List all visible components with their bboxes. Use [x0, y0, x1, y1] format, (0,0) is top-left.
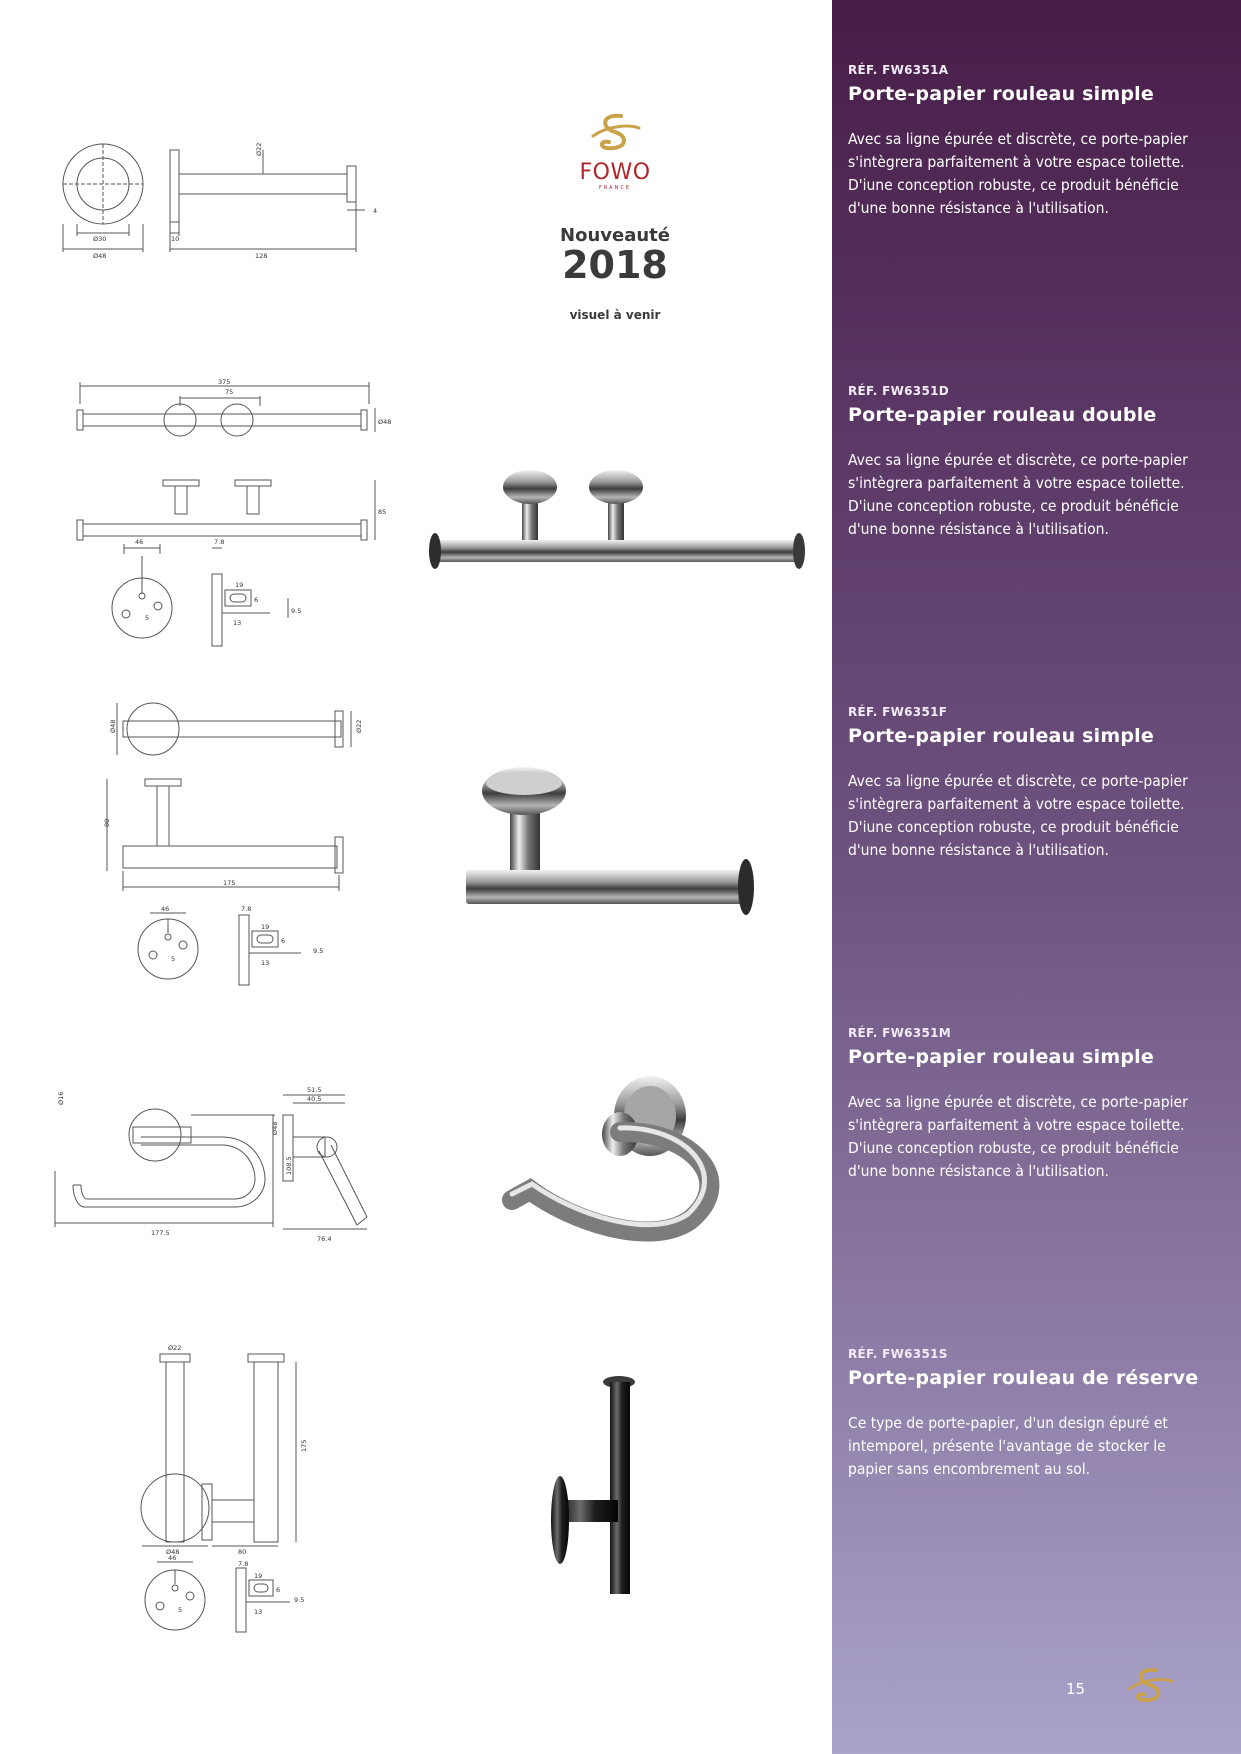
- desc-line: D'iune conception robuste, ce produit bénéficie: [848, 1139, 1179, 1157]
- product-ref: RÉF. FW6351F: [848, 705, 948, 719]
- technical-drawing-fw6351a: [55, 140, 415, 265]
- desc-line: intemporel, présente l'avantage de stocker le: [848, 1437, 1166, 1455]
- desc-line: Avec sa ligne épurée et discrète, ce porte-papier: [848, 130, 1188, 148]
- product-description: [848, 770, 1228, 862]
- dim-label: 175: [300, 1439, 308, 1452]
- dim-label: Ø30: [93, 235, 107, 243]
- desc-line: d'une bonne résistance à l'utilisation.: [848, 520, 1109, 538]
- product-title: Porte-papier rouleau simple: [848, 725, 1154, 747]
- desc-line: s'intègrera parfaitement à votre espace toilette.: [848, 153, 1185, 171]
- product-info-fw6351a: [848, 63, 1228, 220]
- dim-label: 80: [238, 1548, 247, 1556]
- technical-drawing-fw6351s: [130, 1340, 330, 1635]
- product-photo-fw6351s: [550, 1374, 680, 1604]
- technical-drawing-fw6351m: [55, 1085, 415, 1260]
- dim-label: 5: [178, 1606, 183, 1614]
- desc-line: D'iune conception robuste, ce produit bénéficie: [848, 818, 1179, 836]
- technical-drawing-fw6351f: [105, 697, 375, 987]
- product-ref: RÉF. FW6351A: [848, 63, 949, 77]
- dim-label: 7.8: [214, 538, 225, 546]
- dim-label: 19: [261, 923, 270, 931]
- product-description: [848, 1091, 1228, 1183]
- dim-label: 177.5: [151, 1229, 170, 1237]
- dim-label: 46: [135, 538, 144, 546]
- product-info-fw6351m: [848, 1026, 1228, 1183]
- technical-drawing-fw6351d: [75, 378, 395, 673]
- dim-label: 9.5: [294, 1596, 305, 1604]
- brand-logo-icon: [585, 112, 645, 154]
- dim-label: 175: [223, 879, 236, 887]
- dim-label: 85: [378, 508, 387, 516]
- desc-line: d'une bonne résistance à l'utilisation.: [848, 841, 1109, 859]
- desc-line: Avec sa ligne épurée et discrète, ce porte-papier: [848, 772, 1188, 790]
- desc-line: s'intègrera parfaitement à votre espace toilette.: [848, 795, 1185, 813]
- product-description: [848, 449, 1228, 541]
- dim-label: 51.5: [307, 1086, 322, 1094]
- dim-label: 9.5: [291, 607, 302, 615]
- desc-line: D'iune conception robuste, ce produit bénéficie: [848, 176, 1179, 194]
- dim-label: 13: [233, 619, 242, 627]
- dim-label: Ø48: [93, 252, 107, 260]
- dim-label: 46: [168, 1554, 177, 1562]
- dim-label: 13: [261, 959, 270, 967]
- dim-label: Ø22: [255, 142, 263, 156]
- desc-line: Avec sa ligne épurée et discrète, ce porte-papier: [848, 1093, 1188, 1111]
- dim-label: 10: [171, 235, 180, 243]
- product-title: Porte-papier rouleau double: [848, 404, 1157, 426]
- dim-label: 375: [218, 378, 231, 386]
- dim-label: 9.5: [313, 947, 324, 955]
- dim-label: 108.5: [285, 1156, 293, 1175]
- desc-line: d'une bonne résistance à l'utilisation.: [848, 1162, 1109, 1180]
- dim-label: Ø22: [168, 1344, 182, 1352]
- product-sidebar: [832, 0, 1241, 1754]
- brand-subline: FRANCE: [599, 185, 631, 191]
- badge-word: Nouveauté: [560, 225, 670, 246]
- dim-label: 7.8: [238, 1560, 249, 1568]
- dim-label: Ø16: [57, 1091, 65, 1105]
- desc-line: D'iune conception robuste, ce produit bénéficie: [848, 497, 1179, 515]
- dim-label: 75: [225, 388, 234, 396]
- product-photo-fw6351f: [462, 765, 762, 915]
- dim-label: 6: [276, 1586, 281, 1594]
- dim-label: Ø48: [378, 418, 392, 426]
- desc-line: Avec sa ligne épurée et discrète, ce porte-papier: [848, 451, 1188, 469]
- dim-label: 6: [254, 596, 259, 604]
- dim-label: 13: [254, 1608, 263, 1616]
- brand-logo-icon: [1122, 1664, 1178, 1708]
- brand-name: FOWO: [579, 160, 651, 185]
- dim-label: Ø22: [355, 719, 363, 733]
- product-ref: RÉF. FW6351D: [848, 384, 950, 398]
- product-ref: RÉF. FW6351S: [848, 1347, 948, 1361]
- dim-label: 19: [254, 1572, 263, 1580]
- dim-label: Ø48: [109, 719, 117, 733]
- dim-label: 5: [171, 955, 176, 963]
- product-title: Porte-papier rouleau simple: [848, 83, 1154, 105]
- dim-label: 6: [281, 937, 286, 945]
- badge-year: 2018: [562, 243, 668, 287]
- desc-line: Ce type de porte-papier, d'un design épuré et: [848, 1414, 1168, 1432]
- desc-line: s'intègrera parfaitement à votre espace toilette.: [848, 474, 1185, 492]
- dim-label: 7.8: [241, 905, 252, 913]
- dim-label: 40.5: [307, 1095, 322, 1103]
- product-description: [848, 128, 1228, 220]
- badge-note: visuel à venir: [569, 308, 661, 322]
- dim-label: 128: [255, 252, 268, 260]
- product-photo-fw6351d: [425, 462, 815, 582]
- desc-line: d'une bonne résistance à l'utilisation.: [848, 199, 1109, 217]
- desc-line: papier sans encombrement au sol.: [848, 1460, 1091, 1478]
- dim-label: 19: [235, 581, 244, 589]
- dim-label: 4: [373, 207, 378, 215]
- product-ref: RÉF. FW6351M: [848, 1026, 951, 1040]
- product-title: Porte-papier rouleau simple: [848, 1046, 1154, 1068]
- brand-badge: [540, 112, 690, 322]
- product-title: Porte-papier rouleau de réserve: [848, 1367, 1199, 1389]
- product-info-fw6351d: [848, 384, 1228, 541]
- page-number: 15: [1066, 1680, 1086, 1698]
- desc-line: s'intègrera parfaitement à votre espace toilette.: [848, 1116, 1185, 1134]
- dim-label: 76.4: [317, 1235, 332, 1243]
- dim-label: 46: [161, 905, 170, 913]
- dim-label: Ø48: [166, 1548, 180, 1556]
- dim-label: 5: [145, 614, 150, 622]
- product-description: [848, 1412, 1228, 1481]
- dim-label: 80: [103, 818, 111, 827]
- product-photo-fw6351m: [490, 1070, 740, 1270]
- product-info-fw6351s: [848, 1347, 1228, 1481]
- product-info-fw6351f: [848, 705, 1228, 862]
- dim-label: Ø48: [271, 1121, 279, 1135]
